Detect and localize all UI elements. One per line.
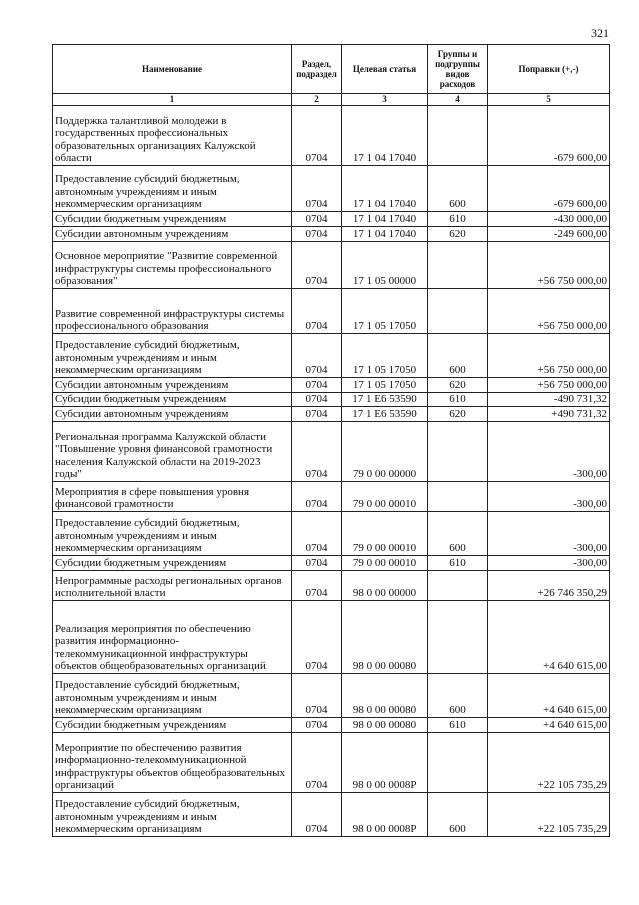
row-group: 600 [428, 674, 488, 718]
row-amount: +56 750 000,00 [488, 378, 610, 393]
row-group [428, 422, 488, 482]
table-row [53, 378, 610, 393]
header-article: Целевая статья [342, 45, 428, 94]
table-row [53, 212, 610, 227]
table-row [53, 556, 610, 571]
row-group [428, 571, 488, 601]
table-row [53, 482, 610, 512]
row-name: Субсидии автономным учреждениям [53, 227, 292, 242]
row-group: 600 [428, 512, 488, 556]
column-number: 5 [488, 94, 610, 106]
table-row [53, 334, 610, 378]
row-section: 0704 [292, 556, 342, 571]
budget-amendments-table [52, 44, 610, 837]
row-article: 17 1 Е6 53590 [342, 407, 428, 422]
row-article: 79 0 00 00010 [342, 482, 428, 512]
row-article: 17 1 04 17040 [342, 166, 428, 212]
row-name: Субсидии автономным учреждениям [53, 378, 292, 393]
row-section: 0704 [292, 166, 342, 212]
row-name: Субсидии бюджетным учреждениям [53, 718, 292, 733]
row-article: 98 0 00 00080 [342, 718, 428, 733]
header-section: Раздел, подраздел [292, 45, 342, 94]
row-amount: +56 750 000,00 [488, 242, 610, 289]
row-section: 0704 [292, 718, 342, 733]
row-name: Развитие современной инфраструктуры системы профессионального образования [53, 289, 292, 334]
row-article: 79 0 00 00010 [342, 512, 428, 556]
row-name: Региональная программа Калужской области "Повышение уровня финансовой грамотности населения Калужской области на 2019-2023 годы" [53, 422, 292, 482]
table-row [53, 793, 610, 837]
row-article: 98 0 00 00080 [342, 674, 428, 718]
column-number: 4 [428, 94, 488, 106]
row-group: 610 [428, 556, 488, 571]
row-section: 0704 [292, 334, 342, 378]
column-number: 1 [53, 94, 292, 106]
row-group: 610 [428, 212, 488, 227]
row-article: 79 0 00 00010 [342, 556, 428, 571]
row-amount: -300,00 [488, 482, 610, 512]
row-section: 0704 [292, 212, 342, 227]
row-article: 17 1 04 17040 [342, 106, 428, 166]
row-name: Предоставление субсидий бюджетным, автономным учреждениям и иным некоммерческим организациям [53, 334, 292, 378]
row-amount: +4 640 615,00 [488, 674, 610, 718]
row-name: Предоставление субсидий бюджетным, автономным учреждениям и иным некоммерческим организациям [53, 674, 292, 718]
row-group: 600 [428, 334, 488, 378]
row-section: 0704 [292, 242, 342, 289]
row-amount: +22 105 735,29 [488, 733, 610, 793]
row-name: Предоставление субсидий бюджетным, автономным учреждениям и иным некоммерческим организациям [53, 166, 292, 212]
row-article: 98 0 00 0008Р [342, 733, 428, 793]
row-section: 0704 [292, 512, 342, 556]
row-section: 0704 [292, 601, 342, 674]
table-row [53, 106, 610, 166]
row-section: 0704 [292, 482, 342, 512]
row-group: 620 [428, 407, 488, 422]
row-group: 620 [428, 378, 488, 393]
row-group [428, 601, 488, 674]
table-row [53, 407, 610, 422]
row-section: 0704 [292, 106, 342, 166]
row-amount: -679 600,00 [488, 166, 610, 212]
row-amount: +56 750 000,00 [488, 289, 610, 334]
table-row [53, 227, 610, 242]
table-row [53, 422, 610, 482]
row-group: 620 [428, 227, 488, 242]
row-amount: -430 000,00 [488, 212, 610, 227]
row-article: 17 1 04 17040 [342, 227, 428, 242]
row-section: 0704 [292, 227, 342, 242]
row-name: Мероприятие по обеспечению развития информационно-телекоммуникационной инфраструктуры объектов общеобразовательных организаций [53, 733, 292, 793]
row-group: 610 [428, 393, 488, 407]
row-amount: +56 750 000,00 [488, 334, 610, 378]
row-section: 0704 [292, 422, 342, 482]
row-group: 610 [428, 718, 488, 733]
row-section: 0704 [292, 674, 342, 718]
table-row [53, 512, 610, 556]
table-row [53, 289, 610, 334]
header-name: Наименование [53, 45, 292, 94]
page-number: 321 [591, 26, 609, 40]
row-article: 98 0 00 00080 [342, 601, 428, 674]
row-article: 17 1 04 17040 [342, 212, 428, 227]
table-row [53, 393, 610, 407]
column-number-row [53, 94, 610, 106]
row-group [428, 482, 488, 512]
row-group: 600 [428, 793, 488, 837]
row-name: Непрограммные расходы региональных органов исполнительной власти [53, 571, 292, 601]
row-article: 17 1 05 17050 [342, 289, 428, 334]
row-article: 17 1 05 17050 [342, 378, 428, 393]
row-name: Субсидии бюджетным учреждениям [53, 212, 292, 227]
table-row [53, 571, 610, 601]
row-amount: -679 600,00 [488, 106, 610, 166]
row-amount: +4 640 615,00 [488, 718, 610, 733]
row-section: 0704 [292, 733, 342, 793]
table-row [53, 601, 610, 674]
row-name: Реализация мероприятия по обеспечению развития информационно-телекоммуникационной инфраструктуры объектов общеобразовательных организаций [53, 601, 292, 674]
row-amount: -300,00 [488, 556, 610, 571]
row-article: 79 0 00 00000 [342, 422, 428, 482]
row-amount: -300,00 [488, 422, 610, 482]
row-name: Предоставление субсидий бюджетным, автономным учреждениям и иным некоммерческим организациям [53, 512, 292, 556]
row-name: Предоставление субсидий бюджетным, автономным учреждениям и иным некоммерческим организациям [53, 793, 292, 837]
row-group [428, 106, 488, 166]
row-amount: +22 105 735,29 [488, 793, 610, 837]
table-row [53, 733, 610, 793]
row-article: 17 1 05 00000 [342, 242, 428, 289]
table-row [53, 718, 610, 733]
table-row [53, 242, 610, 289]
row-section: 0704 [292, 407, 342, 422]
row-article: 17 1 Е6 53590 [342, 393, 428, 407]
header-amendments: Поправки (+,-) [488, 45, 610, 94]
table-row [53, 674, 610, 718]
row-section: 0704 [292, 289, 342, 334]
row-name: Мероприятия в сфере повышения уровня финансовой грамотности [53, 482, 292, 512]
row-amount: -249 600,00 [488, 227, 610, 242]
column-number: 2 [292, 94, 342, 106]
column-number: 3 [342, 94, 428, 106]
header-row [53, 45, 610, 94]
row-section: 0704 [292, 378, 342, 393]
row-section: 0704 [292, 793, 342, 837]
row-group [428, 242, 488, 289]
row-amount: +4 640 615,00 [488, 601, 610, 674]
row-amount: +26 746 350,29 [488, 571, 610, 601]
row-name: Основное мероприятие "Развитие современной инфраструктуры системы профессионального образования" [53, 242, 292, 289]
row-name: Поддержка талантливой молодежи в государственных профессиональных образовательных организациях Калужской области [53, 106, 292, 166]
header-groups: Группы и подгруппы видов расходов [428, 45, 488, 94]
row-group [428, 289, 488, 334]
row-amount: -490 731,32 [488, 393, 610, 407]
row-section: 0704 [292, 393, 342, 407]
row-amount: -300,00 [488, 512, 610, 556]
row-article: 17 1 05 17050 [342, 334, 428, 378]
row-name: Субсидии бюджетным учреждениям [53, 393, 292, 407]
row-amount: +490 731,32 [488, 407, 610, 422]
row-name: Субсидии автономным учреждениям [53, 407, 292, 422]
table-row [53, 166, 610, 212]
row-section: 0704 [292, 571, 342, 601]
row-article: 98 0 00 0008Р [342, 793, 428, 837]
row-group [428, 733, 488, 793]
row-name: Субсидии бюджетным учреждениям [53, 556, 292, 571]
row-article: 98 0 00 00000 [342, 571, 428, 601]
row-group: 600 [428, 166, 488, 212]
